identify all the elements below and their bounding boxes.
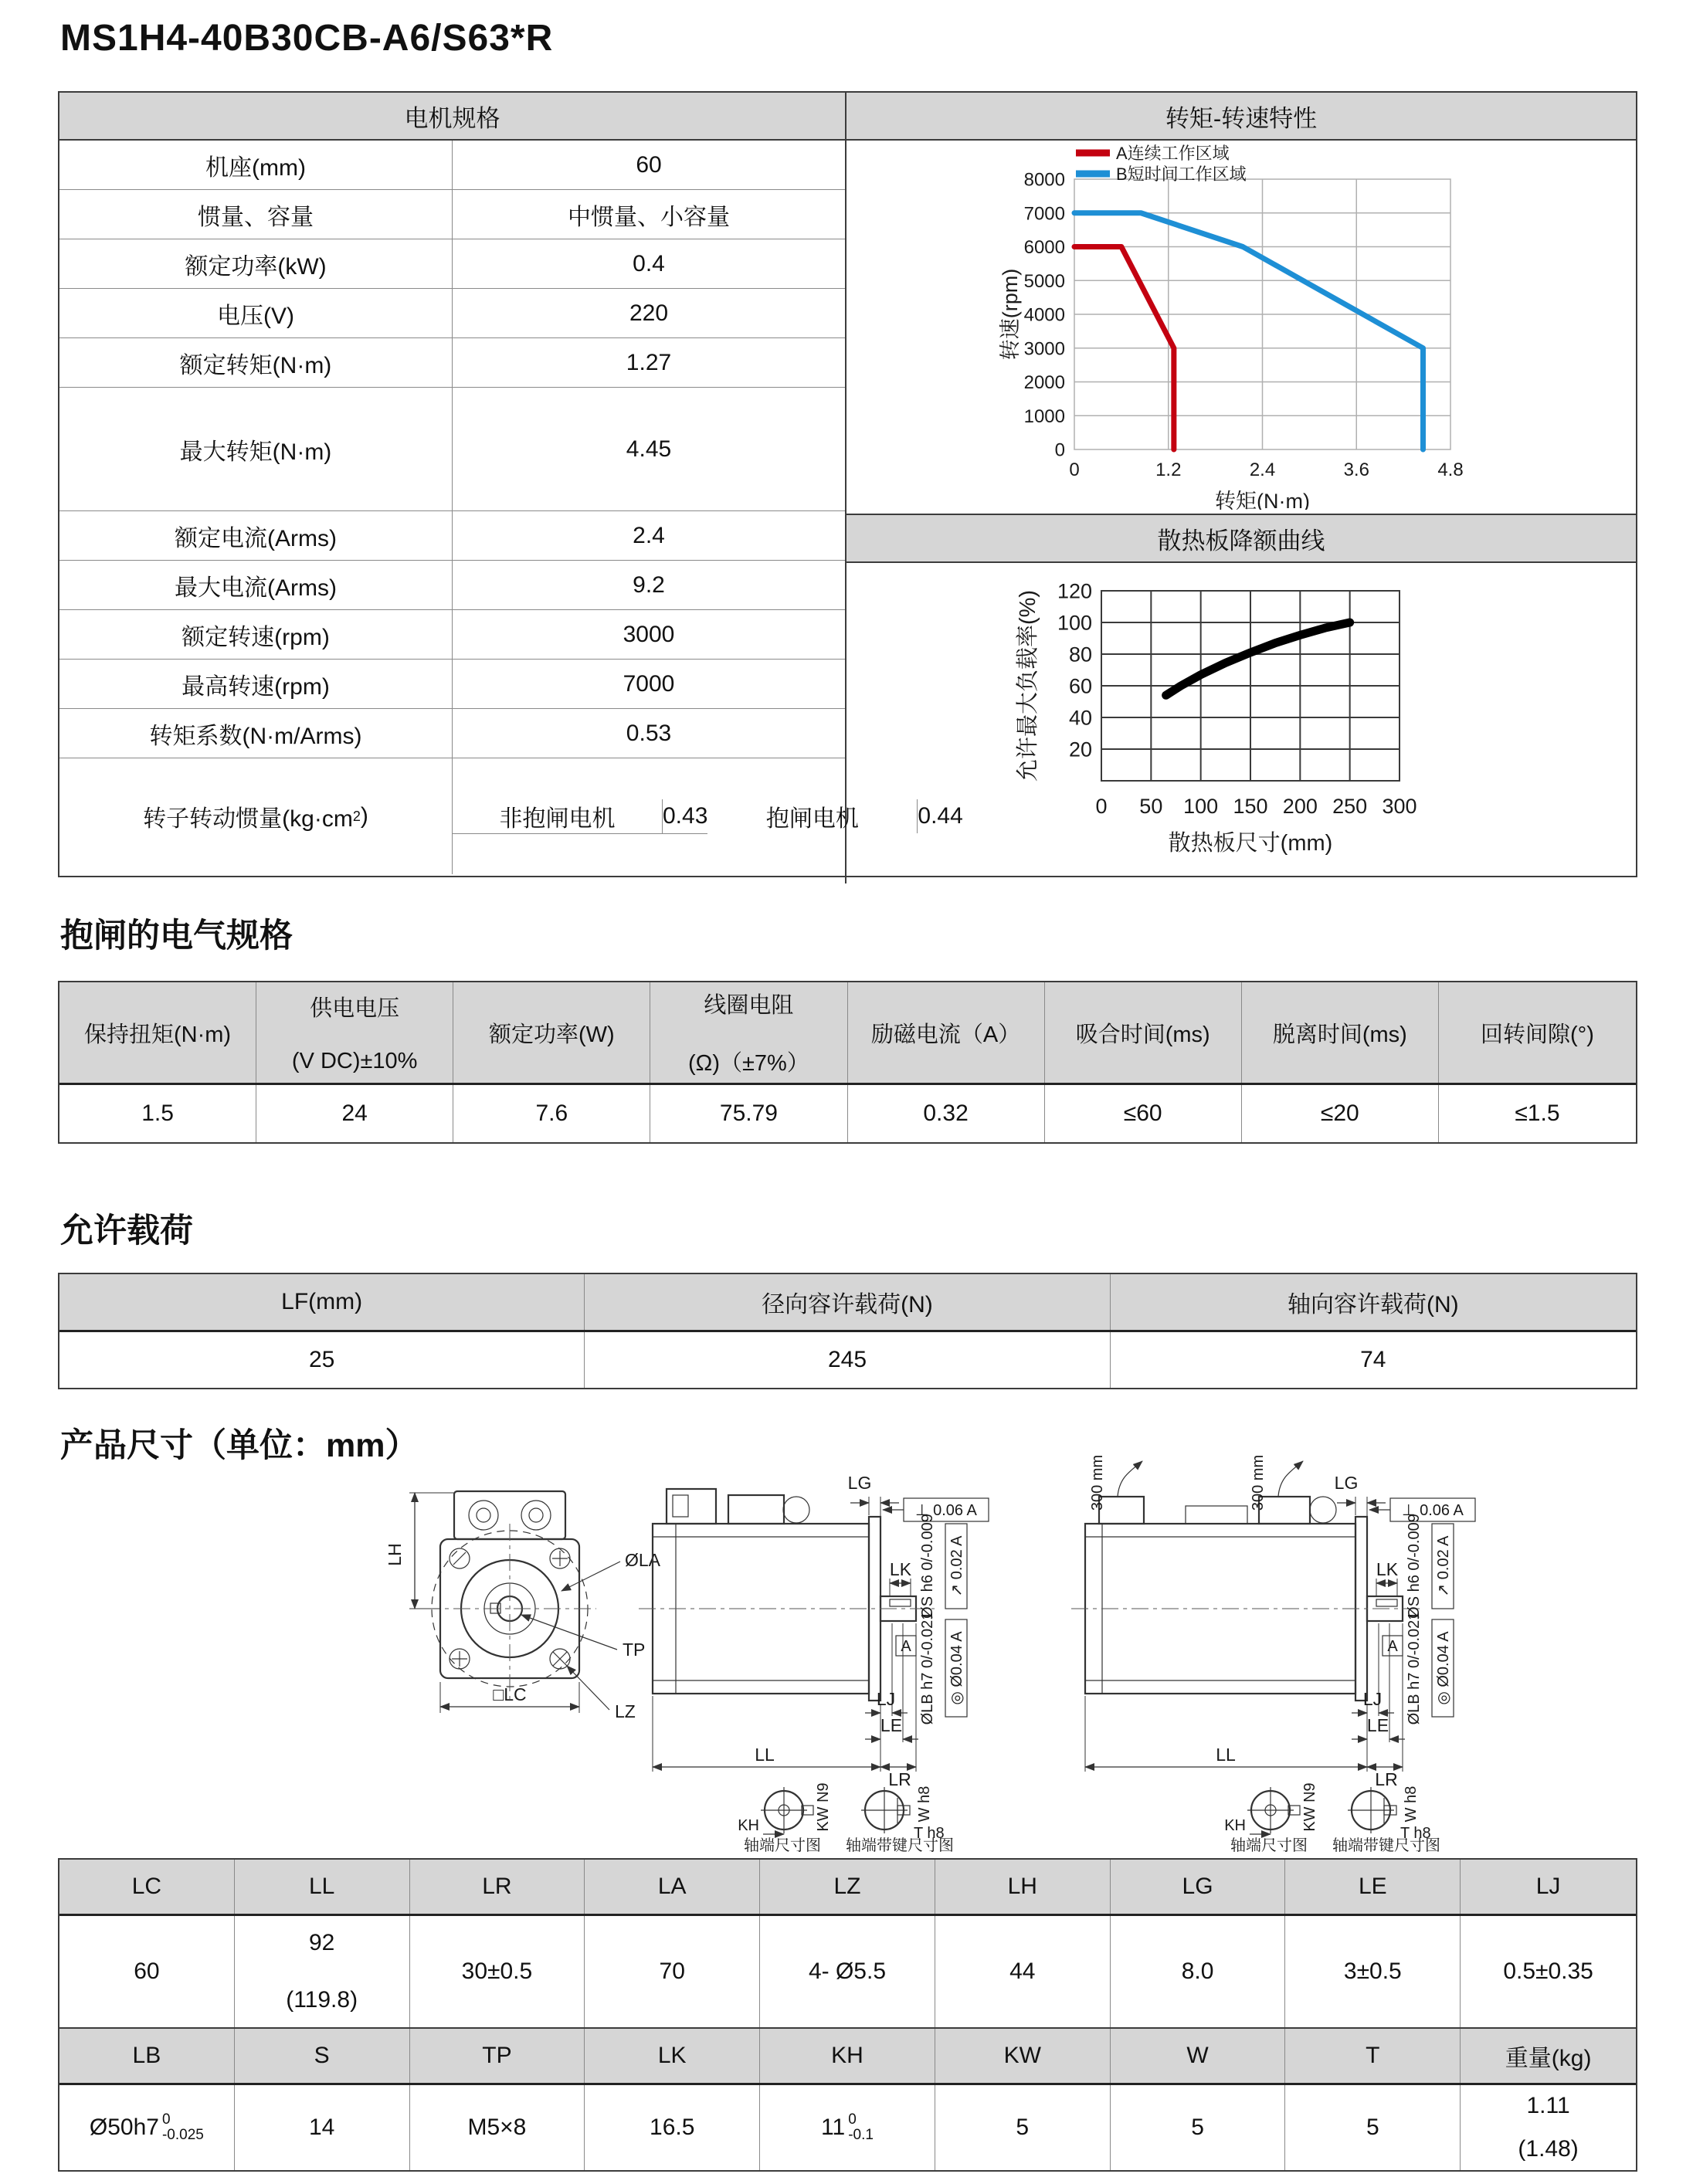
spec-label: 最大电流(Arms) (59, 561, 453, 609)
brake-header-cell: 回转间隙(°) (1480, 1022, 1594, 1047)
dim-label-lj: LJ (1362, 1689, 1383, 1709)
dim-value-cell: 11 0 -0.1 (760, 2085, 935, 2170)
load-header-row (59, 1274, 1636, 1332)
brake-header-cell: 额定功率(W) (453, 982, 650, 1083)
dim-value-cell: 5 (1111, 2085, 1286, 2170)
front-view-drawing (385, 1491, 661, 1721)
spec-row (59, 239, 845, 289)
svg-text:80: 80 (1068, 643, 1092, 666)
dim-label-kw: KW N9 (1301, 1782, 1318, 1832)
dim-header-cell: LK (585, 2029, 760, 2083)
dim-label-ll: LL (755, 1745, 775, 1765)
dim-label-lk: LK (1376, 1559, 1399, 1579)
spec-label: 额定转速(rpm) (59, 610, 453, 659)
spec-row (59, 338, 845, 388)
shaft-diameter-label: ØS h6 0/-0.009 (919, 1514, 936, 1619)
brake-value-cell: ≤1.5 (1515, 1100, 1560, 1126)
dim-label-w: W h8 (916, 1786, 933, 1823)
spec-value: 7000 (623, 670, 675, 697)
svg-text:2.4: 2.4 (1249, 460, 1276, 480)
derating-chart (846, 563, 1636, 880)
datum-label: A (901, 1638, 911, 1655)
dim-header-cell: TP (410, 2029, 585, 2083)
spec-label: 额定转矩(N·m) (59, 338, 453, 387)
spec-value: 2.4 (633, 522, 665, 548)
dim-label-w: W h8 (1403, 1786, 1420, 1823)
dim-value-cell: 5 (1285, 2085, 1461, 2170)
dim-label-kh: KH (738, 1817, 759, 1834)
inertia-row (453, 799, 707, 834)
svg-text:150: 150 (1233, 795, 1268, 818)
dim-label-kw: KW N9 (815, 1782, 832, 1832)
brake-value-cell: 7.6 (453, 1085, 650, 1142)
dim-header-row-1 (59, 1860, 1636, 1916)
dim-label-lc: □LC (493, 1684, 527, 1704)
shaft-end-caption: 轴端尺寸图 (744, 1837, 821, 1854)
dim-value-cell: 14 (235, 2085, 410, 2170)
hub-diameter-label: ØLB h7 0/-0.021 (919, 1611, 936, 1725)
derating-chart-box (846, 563, 1636, 883)
svg-text:0: 0 (1054, 439, 1065, 461)
hub-diameter-label: ØLB h7 0/-0.021 (1406, 1611, 1423, 1725)
brake-header-cell: 供电电压 (V DC)±10% (256, 982, 453, 1083)
svg-text:1000: 1000 (1023, 405, 1065, 427)
spec-value: 3000 (623, 621, 675, 647)
dim-value-cell: 8.0 (1111, 1916, 1286, 2027)
svg-text:0: 0 (1095, 795, 1108, 818)
dim-header-cell: LG (1111, 1860, 1286, 1914)
dim-label-lk: LK (889, 1559, 912, 1579)
brake-value-cell: 0.32 (848, 1085, 1045, 1142)
spec-value: 1.27 (626, 349, 672, 375)
dim-value-cell: 60 (59, 1916, 235, 2027)
torque-speed-chart (846, 141, 1636, 510)
spec-label: 额定电流(Arms) (59, 511, 453, 560)
dim-value-cell: 5 (935, 2085, 1111, 2170)
dim-label-lj: LJ (876, 1689, 896, 1709)
svg-text:转矩(N·m): 转矩(N·m) (1215, 490, 1310, 510)
dim-value-cell: 16.5 (585, 2085, 760, 2170)
motor-spec-table (58, 91, 1637, 877)
brake-value-cell: 24 (256, 1085, 453, 1142)
svg-text:3000: 3000 (1023, 338, 1065, 360)
torque-speed-chart-title: 转矩-转速特性 (846, 93, 1636, 141)
load-table (58, 1273, 1637, 1389)
load-header-cell: LF(mm) (59, 1274, 585, 1330)
dim-label-le: LE (1366, 1715, 1389, 1735)
spec-label: 惯量、容量 (59, 190, 453, 239)
shaft-end-plain-detail (1224, 1782, 1318, 1854)
svg-text:8000: 8000 (1023, 169, 1065, 191)
dim-header-cell: KW (935, 2029, 1111, 2083)
spec-row-inertia (59, 758, 963, 874)
svg-text:120: 120 (1057, 579, 1092, 603)
dim-header-cell: LL (235, 1860, 410, 1914)
dim-label-lg: LG (1334, 1473, 1359, 1493)
dim-header-cell: LR (410, 1860, 585, 1914)
shaft-end-caption: 轴端带键尺寸图 (846, 1837, 954, 1854)
shaft-end-caption: 轴端尺寸图 (1230, 1837, 1308, 1854)
load-header-cell: 轴向容许载荷(N) (1287, 1292, 1459, 1318)
load-value-row (59, 1332, 1636, 1388)
svg-text:300: 300 (1382, 795, 1417, 818)
shaft-diameter-label: ØS h6 0/-0.009 (1406, 1514, 1423, 1619)
dim-label-lg: LG (847, 1473, 872, 1493)
spec-row (59, 709, 845, 758)
svg-text:转速(rpm): 转速(rpm) (999, 268, 1022, 361)
dim-label-t: T h8 (1400, 1825, 1431, 1842)
inertia-variant: 非抱闸电机 (453, 799, 663, 833)
dim-header-cell: LA (585, 1860, 760, 1914)
svg-text:4.8: 4.8 (1437, 460, 1464, 480)
tolerance-runout: ↗ 0.02 A (948, 1535, 965, 1597)
spec-row (59, 141, 845, 190)
svg-text:50: 50 (1139, 795, 1163, 818)
svg-text:4000: 4000 (1023, 304, 1065, 326)
svg-text:250: 250 (1332, 795, 1368, 818)
brake-header-cell: 吸合时间(ms) (1045, 982, 1242, 1083)
dimension-drawing-svg (58, 1450, 1637, 1855)
spec-label: 最大转矩(N·m) (59, 388, 453, 510)
side-view-drawing-no-brake (639, 1473, 989, 1854)
dimension-table (58, 1858, 1637, 2172)
spec-row (59, 190, 845, 239)
dim-label-t: T h8 (914, 1825, 945, 1842)
spec-label (59, 758, 453, 874)
dim-header-row-2 (59, 2029, 1636, 2085)
dim-value-cell: 3±0.5 (1285, 1916, 1461, 2027)
tolerance-perpendicularity: ⊥ 0.06 A (915, 1502, 977, 1519)
spec-label: 电压(V) (59, 289, 453, 337)
dim-header-cell: KH (760, 2029, 935, 2083)
load-value-cell: 74 (1360, 1347, 1386, 1372)
spec-value: 220 (629, 300, 669, 326)
dim-header-cell: T (1285, 2029, 1461, 2083)
spec-value: 60 (636, 151, 662, 178)
brake-value-cell: ≤60 (1045, 1085, 1242, 1142)
dim-label-lh: LH (385, 1543, 405, 1566)
load-section-title: 允许载荷 (60, 1212, 193, 1250)
svg-text:2000: 2000 (1023, 372, 1065, 394)
dim-label-tp: TP (623, 1640, 646, 1660)
svg-text:7000: 7000 (1023, 203, 1065, 225)
spec-row (59, 610, 845, 660)
svg-text:A连续工作区域: A连续工作区域 (1116, 144, 1230, 163)
charts-column (846, 93, 1636, 883)
dim-header-cell: S (235, 2029, 410, 2083)
derating-chart-title: 散热板降额曲线 (846, 514, 1636, 563)
spec-label: 转矩系数(N·m/Arms) (59, 709, 453, 758)
svg-text:1.2: 1.2 (1155, 460, 1182, 480)
brake-header-cell: 线圈电阻 (Ω)（±7%） (650, 982, 847, 1083)
inertia-label: 转子转动惯量(kg·cm (143, 806, 353, 832)
dim-label-lr: LR (888, 1769, 911, 1789)
tolerance-runout: ↗ 0.02 A (1435, 1535, 1452, 1597)
spec-row (59, 660, 845, 709)
svg-text:100: 100 (1183, 795, 1219, 818)
dim-header-cell: 重量(kg) (1505, 2046, 1592, 2071)
dim-header-cell: LJ (1535, 1874, 1561, 1899)
brake-table (58, 981, 1637, 1144)
brake-value-row (59, 1085, 1636, 1142)
svg-text:6000: 6000 (1023, 237, 1065, 259)
spec-header: 电机规格 (59, 93, 845, 141)
shaft-end-caption: 轴端带键尺寸图 (1332, 1837, 1440, 1854)
cable-length-label: 300 mm (1250, 1454, 1267, 1511)
shaft-end-plain-detail (738, 1782, 832, 1854)
svg-text:60: 60 (1068, 674, 1092, 698)
dims-section-title: 产品尺寸（单位：mm） (60, 1427, 419, 1464)
svg-text:散热板尺寸(mm): 散热板尺寸(mm) (1168, 831, 1333, 856)
inertia-label-close: ) (360, 803, 368, 829)
side-view-drawing-with-brake (1071, 1455, 1475, 1854)
dim-label-la: ØLA (625, 1550, 661, 1570)
inertia-value: 0.44 (918, 803, 963, 829)
tolerance-perpendicularity: ⊥ 0.06 A (1402, 1502, 1464, 1519)
tolerance-concentricity: ◎ Ø0.04 A (1435, 1631, 1452, 1705)
dim-value-cell: 0.5±0.35 (1503, 1958, 1593, 1984)
tolerance-concentricity: ◎ Ø0.04 A (948, 1631, 965, 1705)
spec-row (59, 561, 845, 610)
datum-label: A (1387, 1638, 1398, 1655)
dim-header-cell: LC (59, 1860, 235, 1914)
svg-text:3.6: 3.6 (1343, 460, 1369, 480)
spec-value: 9.2 (633, 571, 665, 598)
load-header-cell: 径向容许载荷(N) (585, 1274, 1110, 1330)
svg-text:允许最大负载率(%): 允许最大负载率(%) (1016, 589, 1040, 782)
brake-value-cell: 75.79 (650, 1085, 847, 1142)
svg-text:20: 20 (1068, 738, 1092, 761)
svg-text:100: 100 (1057, 611, 1092, 635)
dim-value-cell: 1.11 (1.48) (1518, 2093, 1579, 2162)
dim-label-lz: LZ (615, 1701, 636, 1721)
dim-label-lr: LR (1375, 1769, 1398, 1789)
brake-header-cell: 脱离时间(ms) (1242, 982, 1439, 1083)
spec-value: 4.45 (626, 436, 672, 462)
brake-value-cell: ≤20 (1242, 1085, 1439, 1142)
dim-header-cell: LE (1285, 1860, 1461, 1914)
inertia-variant: 抱闸电机 (707, 799, 918, 833)
brake-section-title: 抱闸的电气规格 (60, 917, 293, 955)
svg-text:40: 40 (1068, 706, 1092, 730)
svg-text:200: 200 (1282, 795, 1318, 818)
dim-value-cell: 44 (935, 1916, 1111, 2027)
brake-header-cell: 励磁电流（A） (848, 982, 1045, 1083)
page-title: MS1H4-40B30CB-A6/S63*R (60, 18, 554, 59)
svg-text:0: 0 (1069, 460, 1080, 480)
svg-text:5000: 5000 (1023, 270, 1065, 292)
dim-value-cell: 30±0.5 (410, 1916, 585, 2027)
brake-value-cell: 1.5 (59, 1085, 256, 1142)
dim-label-le: LE (880, 1715, 903, 1735)
svg-text:B短时间工作区域: B短时间工作区域 (1116, 164, 1247, 184)
spec-value: 0.4 (633, 250, 665, 276)
dim-value-cell: 70 (585, 1916, 760, 2027)
inertia-sup: 2 (352, 808, 361, 824)
spec-label: 机座(mm) (59, 141, 453, 189)
spec-column (59, 93, 963, 883)
dim-label-kh: KH (1224, 1817, 1246, 1834)
spec-value: 中惯量、小容量 (568, 204, 730, 230)
dim-value-cell: M5×8 (410, 2085, 585, 2170)
spec-label: 额定功率(kW) (59, 239, 453, 288)
cable-length-label: 300 mm (1089, 1454, 1106, 1511)
load-value-cell: 25 (59, 1332, 585, 1388)
load-value-cell: 245 (585, 1332, 1110, 1388)
dim-value-row-2 (59, 2085, 1636, 2170)
inertia-value: 0.43 (663, 802, 708, 829)
dim-header-cell: LB (59, 2029, 235, 2083)
spec-value: 0.53 (626, 720, 672, 746)
dim-value-cell: Ø50h7 0 -0.025 (59, 2085, 235, 2170)
spec-row (59, 289, 845, 338)
dim-header-cell: LZ (760, 1860, 935, 1914)
dim-value-row-1 (59, 1916, 1636, 2029)
spec-label: 最高转速(rpm) (59, 660, 453, 708)
dimension-drawings (58, 1450, 1637, 1855)
dim-value-cell: 4- Ø5.5 (760, 1916, 935, 2027)
shaft-end-keyed-detail (846, 1786, 954, 1854)
dim-value-cell: 92 (119.8) (235, 1916, 410, 2027)
brake-header-row (59, 982, 1636, 1085)
shaft-end-keyed-detail (1332, 1786, 1440, 1854)
spec-row (59, 388, 845, 511)
brake-header-cell: 保持扭矩(N·m) (59, 982, 256, 1083)
dim-header-cell: LH (935, 1860, 1111, 1914)
dim-label-ll: LL (1216, 1745, 1236, 1765)
spec-row (59, 511, 845, 561)
torque-speed-chart-box (846, 141, 1636, 514)
dim-header-cell: W (1111, 2029, 1286, 2083)
